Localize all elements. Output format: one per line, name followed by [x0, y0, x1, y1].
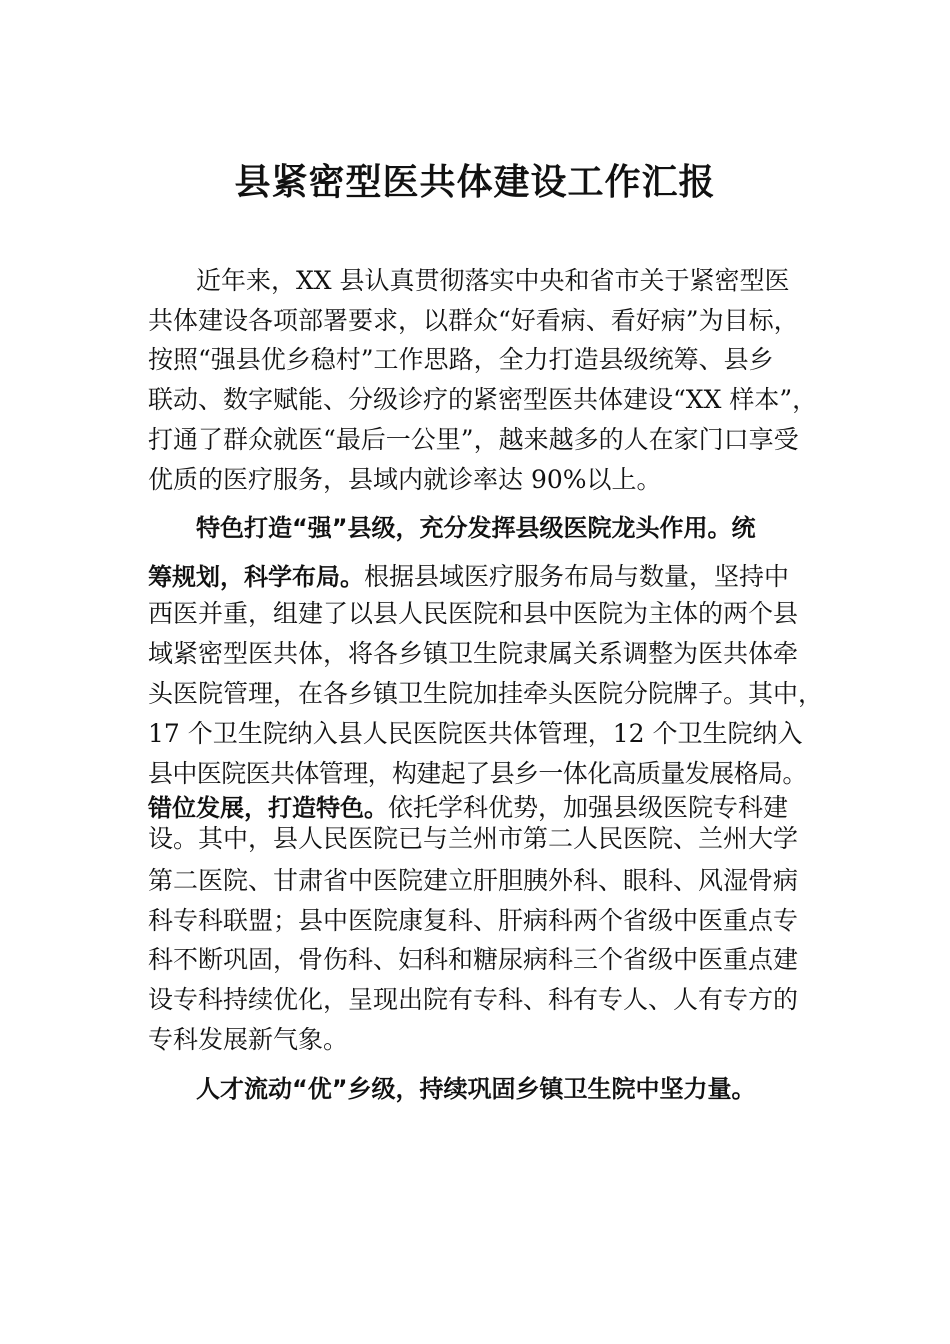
body-line: 域紧密型医共体，将各乡镇卫生院隶属关系调整为医共体牵	[148, 639, 799, 668]
document-title: 县紧密型医共体建设工作汇报	[234, 161, 716, 203]
section-heading-text: 人才流动“优”乡级，持续巩固乡镇卫生院中坚力量。	[196, 1075, 756, 1103]
body-line: 设专科持续优化，呈现出院有专科、科有专人、人有专方的	[148, 985, 799, 1014]
section-heading-text: 特色打造“强”县级，充分发挥县级医院龙头作用。统	[196, 514, 756, 542]
body-line: 按照“强县优乡稳村”工作思路，全力打造县级统筹、县乡	[148, 345, 774, 374]
body-line: 共体建设各项部署要求，以群众“好看病、看好病”为目标，	[148, 306, 799, 335]
body-text: 依托学科优势，加强县级医院专科建	[388, 793, 789, 822]
body-line: 专科发展新气象。	[148, 1025, 349, 1054]
body-text: 根据县域医疗服务布局与数量，坚持中	[364, 562, 790, 591]
body-line: 第二医院、甘肃省中医院建立肝胆胰外科、眼科、风湿骨病	[148, 866, 799, 895]
body-line: 头医院管理，在各乡镇卫生院加挂牵头医院分院牌子。其中，	[148, 679, 824, 708]
section-heading	[196, 1072, 856, 1106]
body-line: 设。其中，县人民医院已与兰州市第二人民医院、兰州大学	[148, 824, 799, 853]
body-line: 联动、数字赋能、分级诊疗的紧密型医共体建设“XX 样本”，	[148, 385, 818, 414]
body-line: 优质的医疗服务，县域内就诊率达 90%以上。	[148, 465, 662, 494]
body-line: 17 个卫生院纳入县人民医院医共体管理，12 个卫生院纳入	[148, 719, 803, 748]
body-line: 科专科联盟；县中医院康复科、肝病科两个省级中医重点专	[148, 906, 799, 935]
subheading-text: 筹规划，科学布局。	[148, 563, 364, 591]
body-line: 科不断巩固，骨伤科、妇科和糖尿病科三个省级中医重点建	[148, 945, 799, 974]
body-line: 打通了群众就医“最后一公里”，越来越多的人在家门口享受	[148, 425, 799, 454]
body-line: 西医并重，组建了以县人民医院和县中医院为主体的两个县	[148, 599, 799, 628]
section-heading	[196, 511, 856, 545]
body-line: 近年来，XX 县认真贯彻落实中央和省市关于紧密型医	[196, 266, 790, 295]
body-line	[148, 560, 808, 594]
body-line: 县中医院医共体管理，构建起了县乡一体化高质量发展格局。	[148, 759, 807, 788]
subheading-text: 错位发展，打造特色。	[148, 794, 388, 822]
body-line	[148, 791, 808, 825]
